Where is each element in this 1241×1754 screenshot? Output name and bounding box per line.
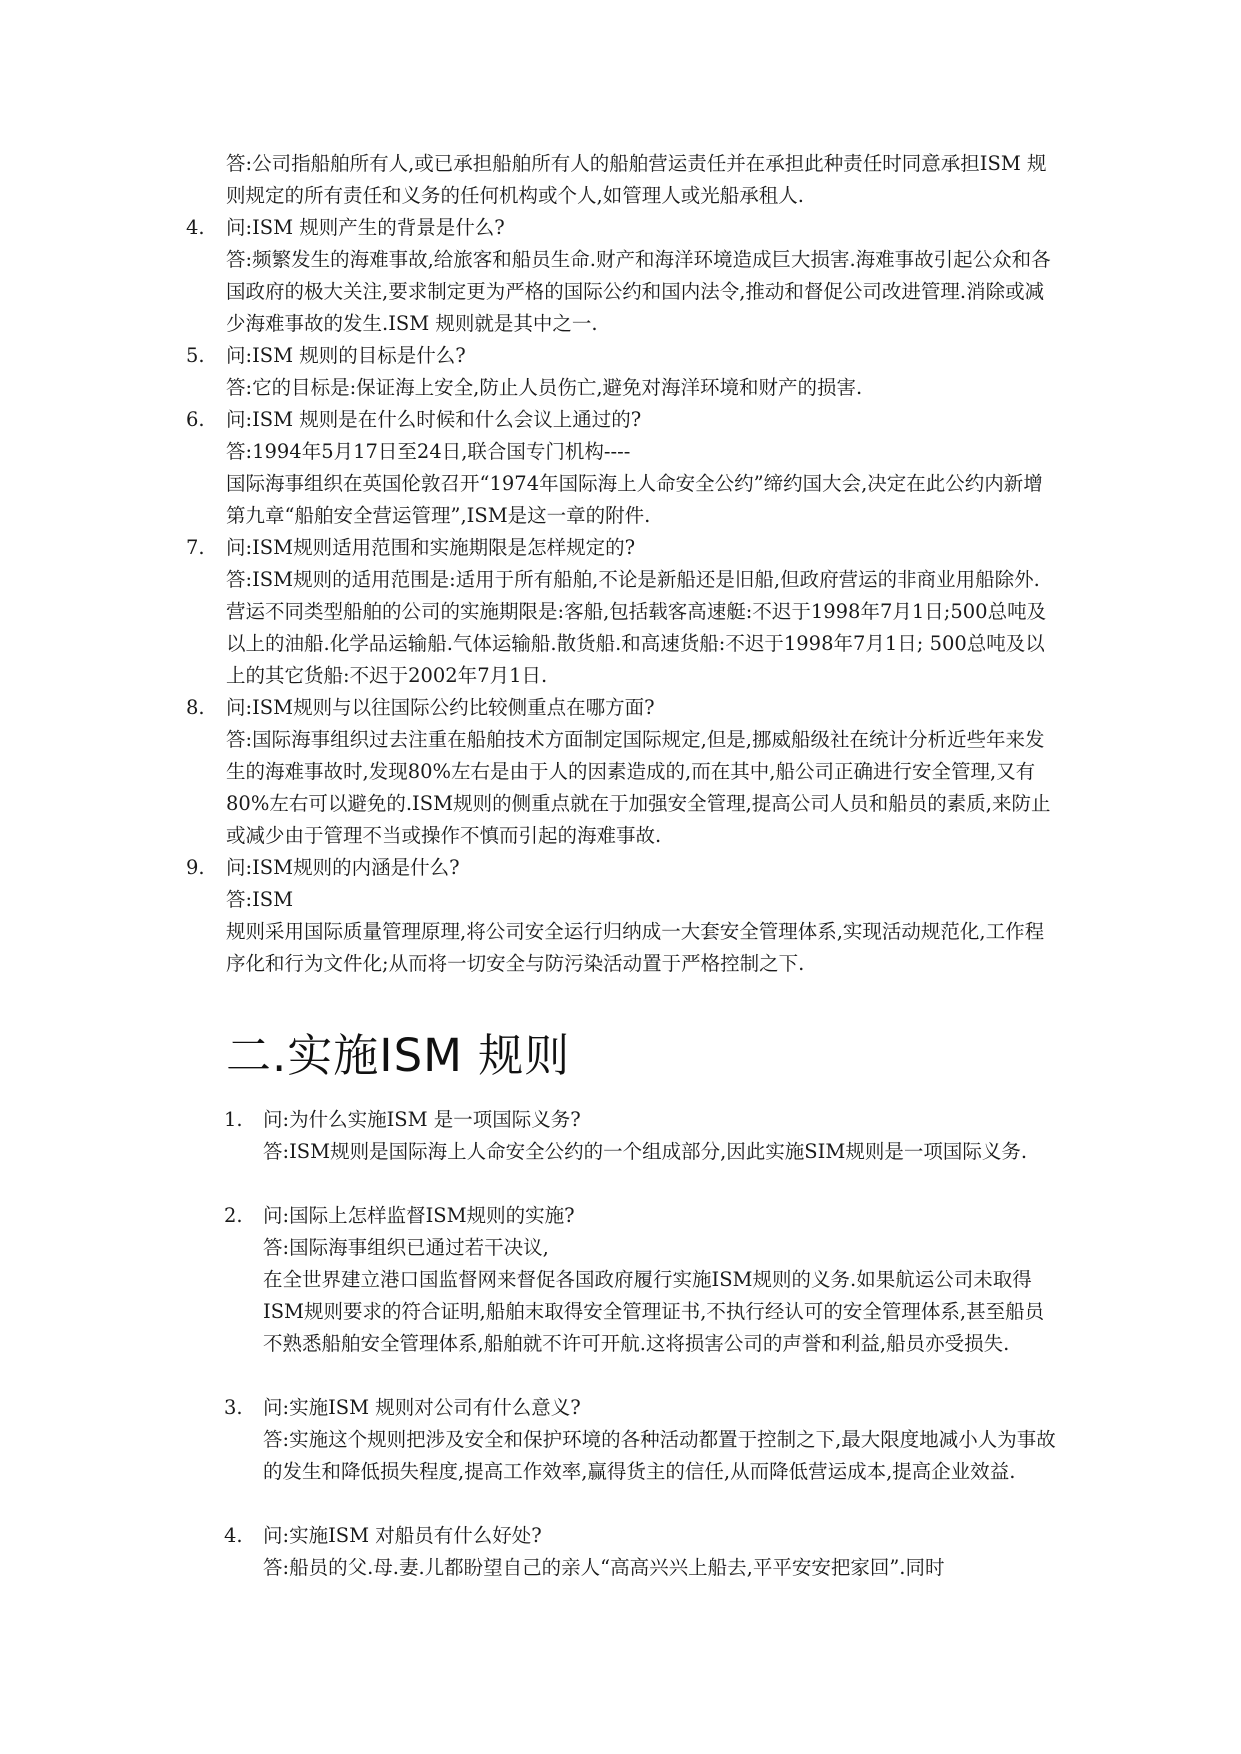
item-number: 2. [224,1204,243,1227]
item-number: 5. [186,344,205,367]
item-number: 4. [224,1524,243,1547]
question-text: 问:ISM规则的内涵是什么? [226,856,460,879]
question-text: 问:国际上怎样监督ISM规则的实施? [263,1204,575,1227]
question-text: 问:ISM 规则的目标是什么? [226,344,466,367]
item-number: 8. [186,696,205,719]
answer-text: 答:频繁发生的海难事故,给旅客和船员生命.财产和海洋环境造成巨大损害.海难事故引起公众和各国政府的极大关注,要求制定更为严格的国际公约和国内法令,推动和督促公司改进管理.消除或减少海难事故的发生.ISM 规则就是其中之一. [226,248,1051,335]
question-text: 问:实施ISM 对船员有什么好处? [263,1524,542,1547]
answer-text: 规则采用国际质量管理原理,将公司安全运行归纳成一大套安全管理体系,实现活动规范化,工作程序化和行为文件化;从而将一切安全与防污染活动置于严格控制之下. [226,920,1045,975]
answer-text: 答:船员的父.母.妻.儿都盼望自己的亲人“高高兴兴上船去,平平安安把家回”.同时 [263,1556,945,1579]
question-text: 问:ISM规则适用范围和实施期限是怎样规定的? [226,536,636,559]
question-text: 问:ISM 规则产生的背景是什么? [226,216,505,239]
answer-text: 答:国际海事组织已通过若干决议, [263,1236,549,1259]
section-heading: 二.实施ISM 规则 [226,1029,571,1082]
question-text: 问:ISM规则与以往国际公约比较侧重点在哪方面? [226,696,655,719]
answer-text: 答:ISM规则是国际海上人命安全公约的一个组成部分,因此实施SIM规则是一项国际义务. [263,1140,1028,1163]
item-number: 7. [186,536,205,559]
item-number: 6. [186,408,205,431]
answer-text: 答:实施这个规则把涉及安全和保护环境的各种活动都置于控制之下,最大限度地减小人为事故的发生和降低损失程度,提高工作效率,赢得货主的信任,从而降低营运成本,提高企业效益. [263,1428,1056,1483]
answer-text: 答:ISM [226,888,294,911]
answer-text: 国际海事组织在英国伦敦召开“1974年国际海上人命安全公约”缔约国大会,决定在此公约内新增第九章“船舶安全营运管理”,ISM是这一章的附件. [226,472,1043,527]
item-number: 3. [224,1396,243,1419]
answer-text: 答:ISM规则的适用范围是:适用于所有船舶,不论是新船还是旧船,但政府营运的非商业用船除外.营运不同类型船舶的公司的实施期限是:客船,包括载客高速艇:不迟于1998年7月1日;500总吨及以上的油船.化学品运输船.气体运输船.散货船.和高速货船:不迟于1998年7月1日; 500总吨及以上的其它货船:不迟于2002年7月1日. [226,568,1047,687]
question-text: 问:为什么实施ISM 是一项国际义务? [263,1108,581,1131]
item-number: 9. [186,856,205,879]
question-text: 问:ISM 规则是在什么时候和什么会议上通过的? [226,408,642,431]
answer-text: 答:国际海事组织过去注重在船舶技术方面制定国际规定,但是,挪威船级社在统计分析近些年来发生的海难事故时,发现80%左右是由于人的因素造成的,而在其中,船公司正确进行安全管理,又有80%左右可以避免的.ISM规则的侧重点就在于加强安全管理,提高公司人员和船员的素质,来防止或减少由于管理不当或操作不慎而引起的海难事故. [226,728,1051,847]
item-number: 1. [224,1108,243,1131]
answer-text: 答:它的目标是:保证海上安全,防止人员伤亡,避免对海洋环境和财产的损害. [226,376,863,399]
answer-text: 在全世界建立港口国监督网来督促各国政府履行实施ISM规则的义务.如果航运公司未取得ISM规则要求的符合证明,船舶末取得安全管理证书,不执行经认可的安全管理体系,甚至船员不熟悉船舶安全管理体系,船舶就不许可开航.这将损害公司的声誉和利益,船员亦受损失. [263,1268,1045,1355]
answer-text: 答:1994年5月17日至24日,联合国专门机构---- [226,440,631,463]
intro-answer: 答:公司指船舶所有人,或已承担船舶所有人的船舶营运责任并在承担此种责任时同意承担ISM 规则规定的所有责任和义务的任何机构或个人,如管理人或光船承租人. [226,152,1047,207]
item-number: 4. [186,216,205,239]
question-text: 问:实施ISM 规则对公司有什么意义? [263,1396,581,1419]
